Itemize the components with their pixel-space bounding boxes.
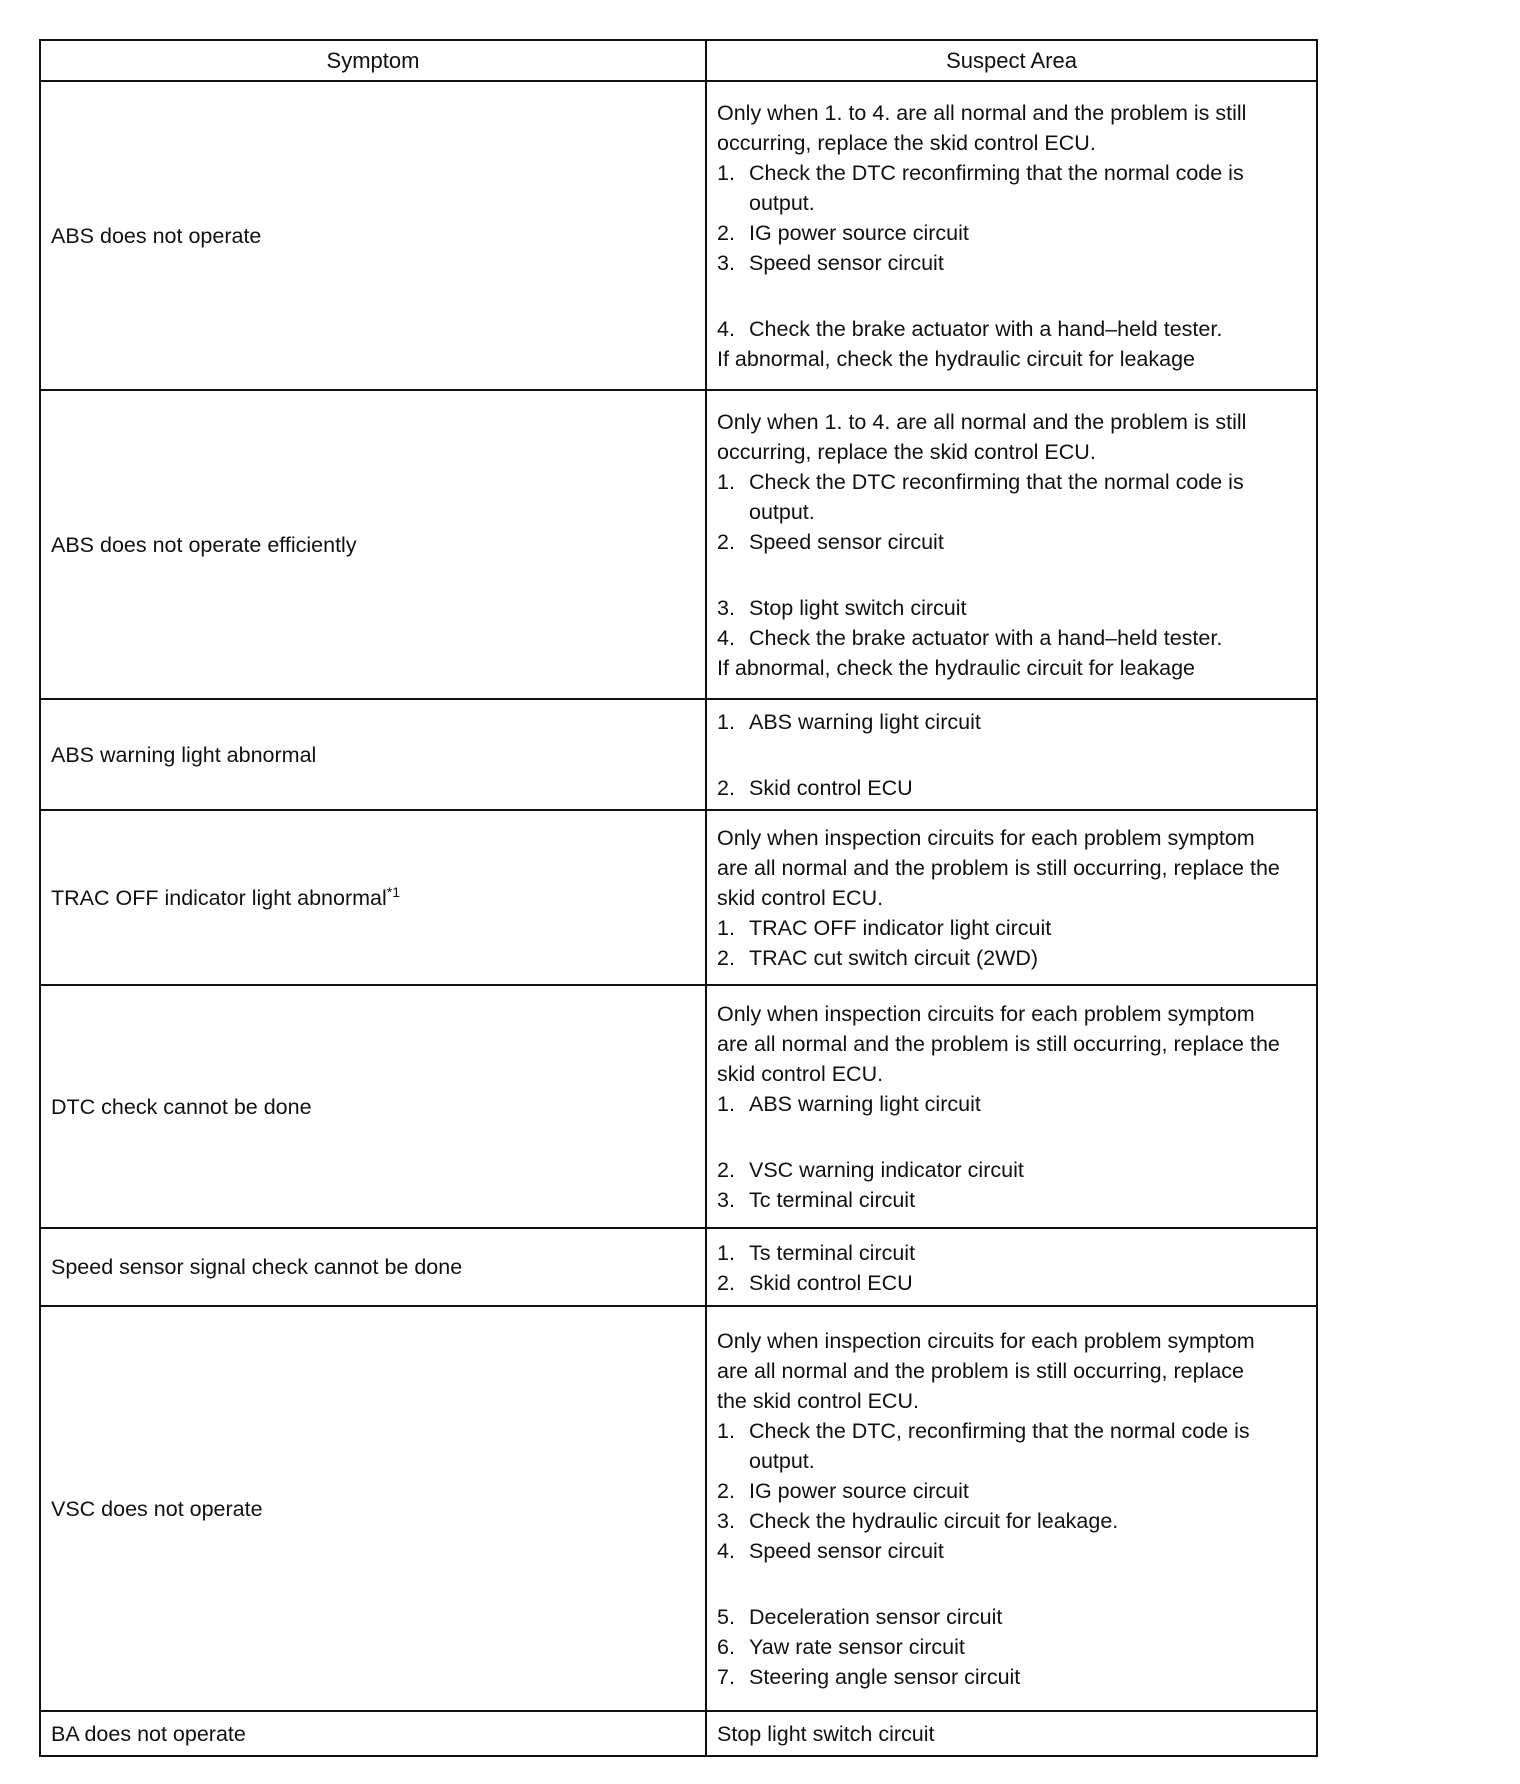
suspect-list-item	[717, 1602, 1306, 1632]
symptom-cell	[40, 1306, 706, 1711]
suspect-intro-line: Only when inspection circuits for each problem symptom	[717, 826, 1255, 850]
table-row	[40, 699, 1317, 810]
list-item-line: ABS warning light circuit	[749, 1092, 981, 1116]
spacer	[717, 557, 1306, 593]
suspect-list-item	[717, 707, 1306, 737]
suspect-list-item	[717, 773, 1306, 803]
suspect-outro-line: If abnormal, check the hydraulic circuit for leakage	[717, 656, 1196, 680]
list-item-line: Skid control ECU	[749, 776, 913, 800]
symptom-text: BA does not operate	[51, 1721, 246, 1746]
suspect-area-cell	[706, 985, 1317, 1228]
symptom-cell	[40, 810, 706, 985]
list-item-text	[749, 248, 1306, 278]
list-item-text	[749, 218, 1306, 248]
list-item-number: 6.	[717, 1635, 735, 1659]
suspect-area-cell	[706, 1306, 1317, 1711]
suspect-list-item	[717, 218, 1306, 248]
list-item-line: Speed sensor circuit	[749, 1539, 944, 1563]
list-item-number: 2.	[717, 530, 735, 554]
suspect-intro-line: Only when 1. to 4. are all normal and the problem is still	[717, 410, 1247, 434]
list-item-line: Yaw rate sensor circuit	[749, 1635, 965, 1659]
list-item-text	[749, 773, 1306, 803]
list-item-line: Check the brake actuator with a hand–held tester.	[749, 626, 1223, 650]
list-item-line: Ts terminal circuit	[749, 1240, 916, 1265]
list-item-line: Skid control ECU	[749, 1270, 913, 1295]
list-item-text	[749, 623, 1306, 653]
suspect-intro-line: are all normal and the problem is still occurring, replace	[717, 1359, 1244, 1383]
suspect-list-item	[717, 1506, 1306, 1536]
list-item-line: TRAC OFF indicator light circuit	[749, 916, 1052, 940]
table-row	[40, 1306, 1317, 1711]
list-item-text	[749, 1536, 1306, 1566]
list-item-text	[749, 1268, 1306, 1298]
footnote-marker: *1	[386, 883, 400, 900]
header-suspect-area: Suspect Area	[706, 40, 1317, 81]
table-header-row	[40, 40, 1317, 81]
suspect-outro-line: If abnormal, check the hydraulic circuit for leakage	[717, 347, 1196, 371]
list-item-number: 4.	[717, 626, 735, 650]
spacer	[717, 1119, 1306, 1155]
suspect-list-item	[717, 1662, 1306, 1692]
suspect-list-item	[717, 1268, 1306, 1298]
list-item-text	[749, 1476, 1306, 1506]
list-item-number: 3.	[717, 251, 735, 275]
list-item-line: ABS warning light circuit	[749, 710, 981, 734]
list-item-number: 3.	[717, 596, 735, 620]
list-item-line: Stop light switch circuit	[749, 596, 967, 620]
list-item-line: Check the DTC reconfirming that the normal code is	[749, 470, 1244, 494]
suspect-list-item	[717, 1185, 1306, 1215]
table-row	[40, 81, 1317, 390]
suspect-intro-line: Only when inspection circuits for each problem symptom	[717, 1329, 1255, 1353]
list-item-text	[749, 1416, 1306, 1476]
list-item-number: 2.	[717, 1158, 735, 1182]
list-item-line: Check the brake actuator with a hand–held tester.	[749, 317, 1223, 341]
list-item-text	[749, 593, 1306, 623]
list-item-number: 1.	[717, 470, 735, 494]
list-item-number: 4.	[717, 1539, 735, 1563]
suspect-list-item	[717, 1089, 1306, 1119]
spacer	[717, 278, 1306, 314]
table-row	[40, 1711, 1317, 1756]
list-item-number: 4.	[717, 317, 735, 341]
list-item-text	[749, 1238, 1306, 1268]
suspect-list-item	[717, 1632, 1306, 1662]
list-item-line: IG power source circuit	[749, 221, 969, 245]
suspect-list-item	[717, 913, 1306, 943]
suspect-area-cell	[706, 1228, 1317, 1306]
list-item-number: 1.	[717, 1419, 735, 1443]
list-item-number: 3.	[717, 1188, 735, 1212]
suspect-list-item	[717, 623, 1306, 653]
spacer	[717, 737, 1306, 773]
list-item-text	[749, 1089, 1306, 1119]
list-item-line: VSC warning indicator circuit	[749, 1158, 1024, 1182]
symptom-cell	[40, 1711, 706, 1756]
list-item-text	[749, 707, 1306, 737]
suspect-list-item	[717, 593, 1306, 623]
symptom-cell	[40, 985, 706, 1228]
list-item-number: 1.	[717, 1240, 735, 1265]
symptom-cell	[40, 1228, 706, 1306]
list-item-text	[749, 1662, 1306, 1692]
list-item-text	[749, 913, 1306, 943]
suspect-list-item	[717, 1476, 1306, 1506]
list-item-line: IG power source circuit	[749, 1479, 969, 1503]
list-item-line: Check the DTC reconfirming that the normal code is	[749, 161, 1244, 185]
list-item-number: 1.	[717, 916, 735, 940]
table-body	[40, 81, 1317, 1756]
suspect-intro-line: Only when inspection circuits for each problem symptom	[717, 1002, 1255, 1026]
suspect-intro-line: occurring, replace the skid control ECU.	[717, 440, 1096, 464]
symptom-text: ABS warning light abnormal	[51, 742, 317, 767]
list-item-number: 1.	[717, 710, 735, 734]
list-item-line: TRAC cut switch circuit (2WD)	[749, 946, 1039, 970]
suspect-intro-line: skid control ECU.	[717, 1062, 884, 1086]
suspect-list-item	[717, 248, 1306, 278]
suspect-list-item	[717, 1416, 1306, 1476]
list-item-line: Speed sensor circuit	[749, 251, 944, 275]
list-item-text	[749, 1632, 1306, 1662]
list-item-line: Deceleration sensor circuit	[749, 1605, 1003, 1629]
suspect-area-cell	[706, 81, 1317, 390]
suspect-intro-line: the skid control ECU.	[717, 1389, 919, 1413]
list-item-line: output.	[749, 500, 815, 524]
suspect-intro-line: Only when 1. to 4. are all normal and the problem is still	[717, 101, 1247, 125]
suspect-intro-line: are all normal and the problem is still occurring, replace the	[717, 856, 1280, 880]
list-item-line: Tc terminal circuit	[749, 1188, 916, 1212]
suspect-area-cell	[706, 390, 1317, 699]
list-item-text	[749, 943, 1306, 973]
symptom-table-container	[39, 39, 1316, 1757]
list-item-line: output.	[749, 191, 815, 215]
suspect-intro-line: Stop light switch circuit	[717, 1722, 935, 1746]
symptom-text: Speed sensor signal check cannot be done	[51, 1255, 463, 1279]
list-item-text	[749, 1185, 1306, 1215]
suspect-area-cell	[706, 1711, 1317, 1756]
suspect-list-item	[717, 158, 1306, 218]
list-item-number: 5.	[717, 1605, 735, 1629]
suspect-list-item	[717, 1238, 1306, 1268]
symptom-text: ABS does not operate	[51, 223, 262, 248]
list-item-text	[749, 467, 1306, 527]
suspect-list-item	[717, 467, 1306, 527]
list-item-line: output.	[749, 1449, 815, 1473]
list-item-text	[749, 314, 1306, 344]
symptom-table	[39, 39, 1318, 1757]
list-item-number: 1.	[717, 161, 735, 185]
list-item-number: 2.	[717, 776, 735, 800]
list-item-text	[749, 158, 1306, 218]
list-item-number: 2.	[717, 1270, 735, 1295]
list-item-number: 3.	[717, 1509, 735, 1533]
suspect-intro-line: skid control ECU.	[717, 886, 884, 910]
table-row	[40, 390, 1317, 699]
list-item-text	[749, 1155, 1306, 1185]
suspect-list-item	[717, 314, 1306, 344]
symptom-cell	[40, 81, 706, 390]
suspect-intro-line: occurring, replace the skid control ECU.	[717, 131, 1096, 155]
suspect-area-cell	[706, 699, 1317, 810]
symptom-text: DTC check cannot be done	[51, 1094, 312, 1119]
table-row	[40, 985, 1317, 1228]
table-row	[40, 1228, 1317, 1306]
list-item-line: Check the hydraulic circuit for leakage.	[749, 1509, 1119, 1533]
symptom-text: VSC does not operate	[51, 1496, 263, 1521]
suspect-list-item	[717, 1536, 1306, 1566]
header-symptom: Symptom	[40, 40, 706, 81]
list-item-text	[749, 1506, 1306, 1536]
suspect-area-cell	[706, 810, 1317, 985]
list-item-text	[749, 1602, 1306, 1632]
spacer	[717, 1566, 1306, 1602]
symptom-cell	[40, 390, 706, 699]
list-item-number: 2.	[717, 946, 735, 970]
list-item-line: Check the DTC, reconfirming that the normal code is	[749, 1419, 1250, 1443]
suspect-list-item	[717, 527, 1306, 557]
list-item-text	[749, 527, 1306, 557]
table-row	[40, 810, 1317, 985]
list-item-line: Speed sensor circuit	[749, 530, 944, 554]
list-item-number: 7.	[717, 1665, 735, 1689]
symptom-text: TRAC OFF indicator light abnormal	[51, 885, 387, 910]
suspect-intro-line: are all normal and the problem is still occurring, replace the	[717, 1032, 1280, 1056]
suspect-list-item	[717, 1155, 1306, 1185]
list-item-number: 2.	[717, 221, 735, 245]
list-item-line: Steering angle sensor circuit	[749, 1665, 1021, 1689]
symptom-cell	[40, 699, 706, 810]
list-item-number: 2.	[717, 1479, 735, 1503]
list-item-number: 1.	[717, 1092, 735, 1116]
symptom-text: ABS does not operate efficiently	[51, 532, 357, 557]
suspect-list-item	[717, 943, 1306, 973]
